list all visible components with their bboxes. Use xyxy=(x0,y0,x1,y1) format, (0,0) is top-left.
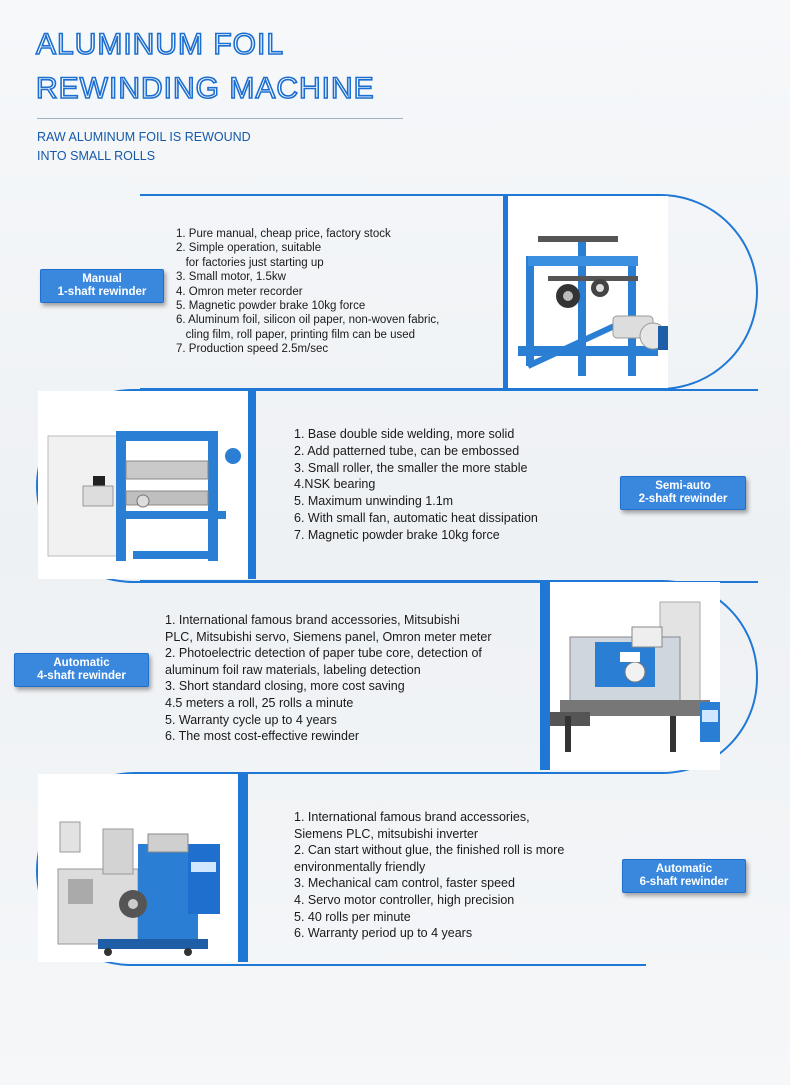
section-4-divider xyxy=(238,774,248,962)
feature-item: cling film, roll paper, printing film can be used xyxy=(176,328,416,341)
manual-rewinder-machine-image xyxy=(508,196,668,388)
section-3-divider xyxy=(540,582,550,770)
feature-item: 1. Base double side welding, more solid xyxy=(294,427,515,441)
automatic-6-shaft-machine-image xyxy=(38,774,238,962)
feature-item: 6. Aluminum foil, silicon oil paper, non-woven fabric, xyxy=(176,314,440,327)
feature-item: environmentally friendly xyxy=(294,859,426,874)
feature-item: 6. With small fan, automatic heat dissipation xyxy=(294,510,538,525)
page-title-line1: ALUMINUM FOIL xyxy=(36,28,285,61)
page-title-line2: REWINDING MACHINE xyxy=(36,72,375,105)
feature-item: 2. Simple operation, suitable xyxy=(176,242,322,255)
section-1-feature-list xyxy=(176,227,439,357)
feature-item: 3. Small motor, 1.5kw xyxy=(176,271,286,284)
feature-item: 6. The most cost-effective rewinder xyxy=(165,729,360,744)
section-3-machine-photo xyxy=(550,582,720,770)
feature-item: 5. 40 rolls per minute xyxy=(294,909,411,924)
feature-item: 6. Warranty period up to 4 years xyxy=(294,926,473,941)
subtitle-line2: INTO SMALL ROLLS xyxy=(37,149,156,163)
feature-item: PLC, Mitsubishi servo, Siemens panel, Omron meter meter xyxy=(165,629,492,644)
feature-item: 2. Can start without glue, the finished roll is more xyxy=(294,843,565,858)
section-4-badge xyxy=(622,859,746,893)
feature-item: 4.5 meters a roll, 25 rolls a minute xyxy=(165,695,354,710)
badge-line2: 2-shaft rewinder xyxy=(638,493,728,505)
section-2-divider xyxy=(248,391,256,579)
feature-item: 1. Pure manual, cheap price, factory stock xyxy=(176,228,391,240)
feature-item: 3. Small roller, the smaller the more stable xyxy=(294,460,528,475)
feature-item: 5. Maximum unwinding 1.1m xyxy=(294,494,454,509)
section-4-feature-list xyxy=(294,809,564,942)
feature-item: 4. Servo motor controller, high precision xyxy=(294,892,515,907)
feature-item: 3. Mechanical cam control, faster speed xyxy=(294,876,515,891)
section-1-machine-photo xyxy=(508,196,668,388)
feature-item: 5. Warranty cycle up to 4 years xyxy=(165,712,337,727)
section-4-machine-photo xyxy=(38,774,238,962)
feature-item: 5. Magnetic powder brake 10kg force xyxy=(176,300,366,313)
badge-line1: Automatic xyxy=(53,657,110,669)
feature-item: 3. Short standard closing, more cost saving xyxy=(165,679,405,694)
badge-line1: Automatic xyxy=(655,863,713,875)
section-1-badge xyxy=(40,269,164,303)
feature-item: 2. Add patterned tube, can be embossed xyxy=(294,443,520,458)
subtitle-line1: RAW ALUMINUM FOIL IS REWOUND xyxy=(37,130,251,144)
badge-line2: 6-shaft rewinder xyxy=(639,876,729,888)
section-3-badge xyxy=(14,653,149,687)
section-2-machine-photo xyxy=(38,391,248,579)
badge-line1: Manual xyxy=(82,273,122,285)
feature-item: 4. Omron meter recorder xyxy=(176,285,303,298)
feature-item: Siemens PLC, mitsubishi inverter xyxy=(294,826,479,841)
section-2-badge xyxy=(620,476,746,510)
feature-item: 7. Magnetic powder brake 10kg force xyxy=(294,527,500,542)
automatic-4-shaft-machine-image xyxy=(550,582,720,770)
badge-line1: Semi-auto xyxy=(655,480,711,492)
feature-item: 1. International famous brand accessories, Mitsubishi xyxy=(165,613,460,627)
section-3-feature-list xyxy=(165,612,492,745)
feature-item: aluminum foil raw materials, labeling detection xyxy=(165,662,421,677)
badge-line2: 1-shaft rewinder xyxy=(57,286,147,298)
feature-item: 1. International famous brand accessories, xyxy=(294,810,530,824)
header-divider xyxy=(37,118,403,119)
badge-line2: 4-shaft rewinder xyxy=(37,670,126,682)
section-2-feature-list xyxy=(294,426,538,544)
semi-auto-rewinder-machine-image xyxy=(38,391,248,579)
feature-item: 7. Production speed 2.5m/sec xyxy=(176,343,329,356)
feature-item: 2. Photoelectric detection of paper tube core, detection of xyxy=(165,646,482,661)
feature-item: for factories just starting up xyxy=(176,256,324,269)
feature-item: 4.NSK bearing xyxy=(294,477,376,492)
